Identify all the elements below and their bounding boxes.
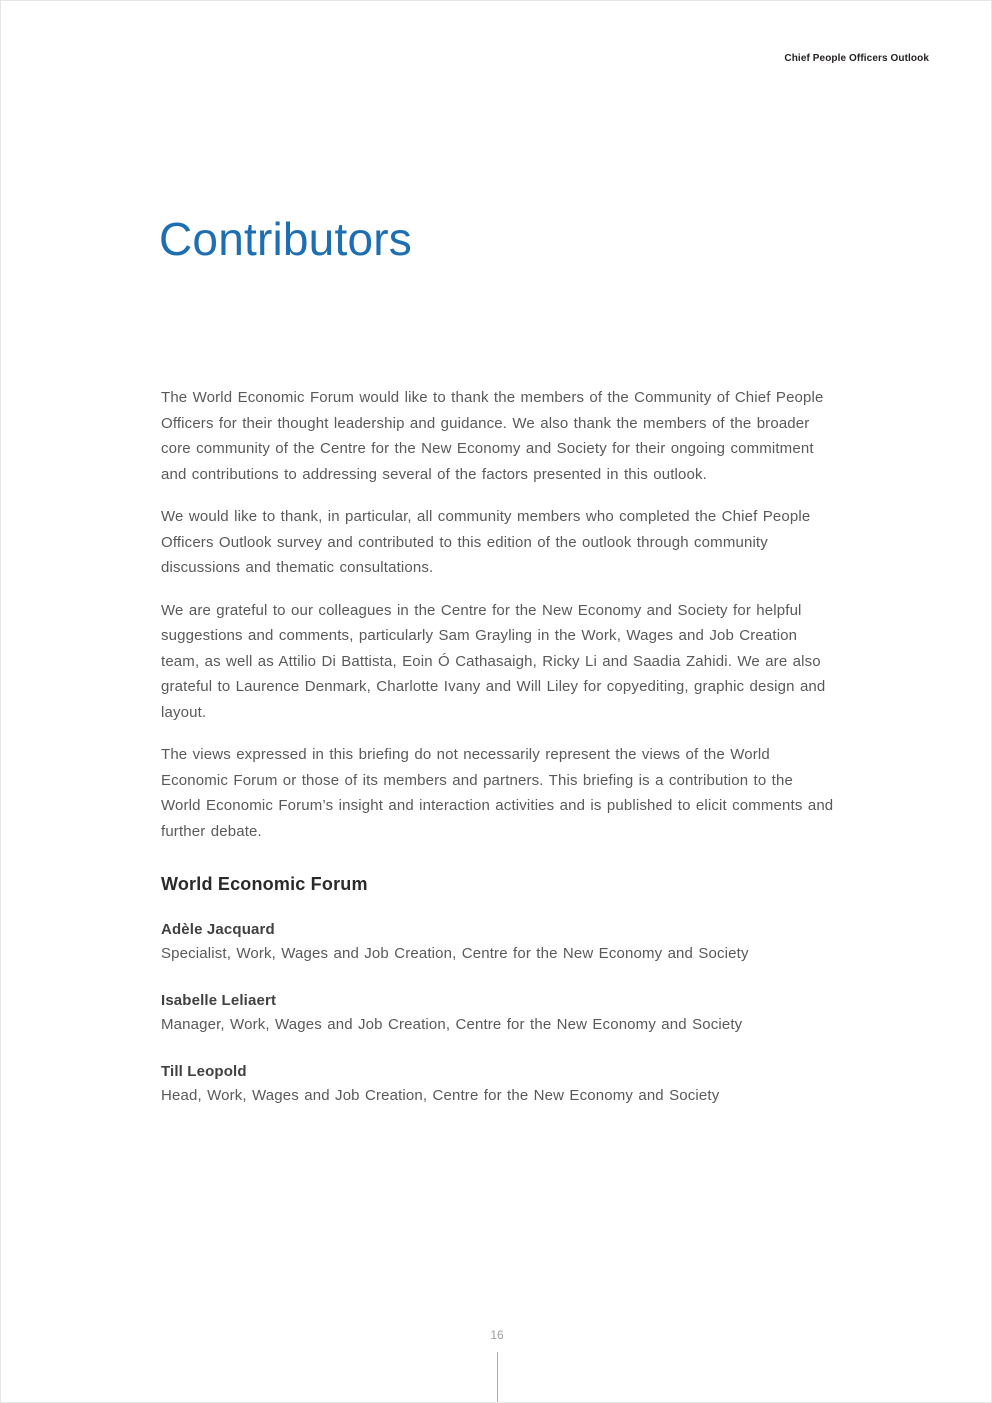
contributor-entry <box>161 1060 837 1108</box>
page-content <box>161 385 837 1108</box>
body-paragraph: We would like to thank, in particular, all community members who completed the Chief People Officers Outlook survey and contributed to this edition of the outlook through community discussions and thematic consultations. <box>161 508 811 576</box>
contributor-name: Adèle Jacquard <box>161 921 275 938</box>
body-paragraph: The views expressed in this briefing do not necessarily represent the views of the World Economic Forum or those of its members and partners. This briefing is a contribution to the World Economic Forum’s insight and interaction activities and is published to elicit comments and further debate. <box>161 746 834 840</box>
body-paragraph: We are grateful to our colleagues in the Centre for the New Economy and Society for helpful suggestions and comments, particularly Sam Grayling in the Work, Wages and Job Creation team, as well as Attilio Di Battista, Eoin Ó Cathasaigh, Ricky Li and Saadia Zahidi. We are also grateful to Laurence Denmark, Charlotte Ivany and Will Liley for copyediting, graphic design and layout. <box>161 601 826 721</box>
body-paragraph: The World Economic Forum would like to thank the members of the Community of Chief People Officers for their thought leadership and guidance. We also thank the members of the broader core community of the Centre for the New Economy and Society for their ongoing commitment and contributions to addressing several of the factors presented in this outlook. <box>161 389 824 483</box>
contributor-role: Head, Work, Wages and Job Creation, Centre for the New Economy and Society <box>161 1087 720 1104</box>
contributor-name: Till Leopold <box>161 1063 247 1080</box>
section-heading: World Economic Forum <box>161 874 368 894</box>
contributor-entry <box>161 918 837 966</box>
contributor-role: Specialist, Work, Wages and Job Creation, Centre for the New Economy and Society <box>161 945 749 962</box>
contributor-entry <box>161 989 837 1037</box>
contributor-role: Manager, Work, Wages and Job Creation, Centre for the New Economy and Society <box>161 1016 743 1033</box>
contributor-name: Isabelle Leliaert <box>161 992 277 1009</box>
page-title: Contributors <box>159 212 412 265</box>
footer-divider <box>497 1352 498 1403</box>
running-header: Chief People Officers Outlook <box>784 53 929 64</box>
page-number: 16 <box>490 1328 504 1342</box>
